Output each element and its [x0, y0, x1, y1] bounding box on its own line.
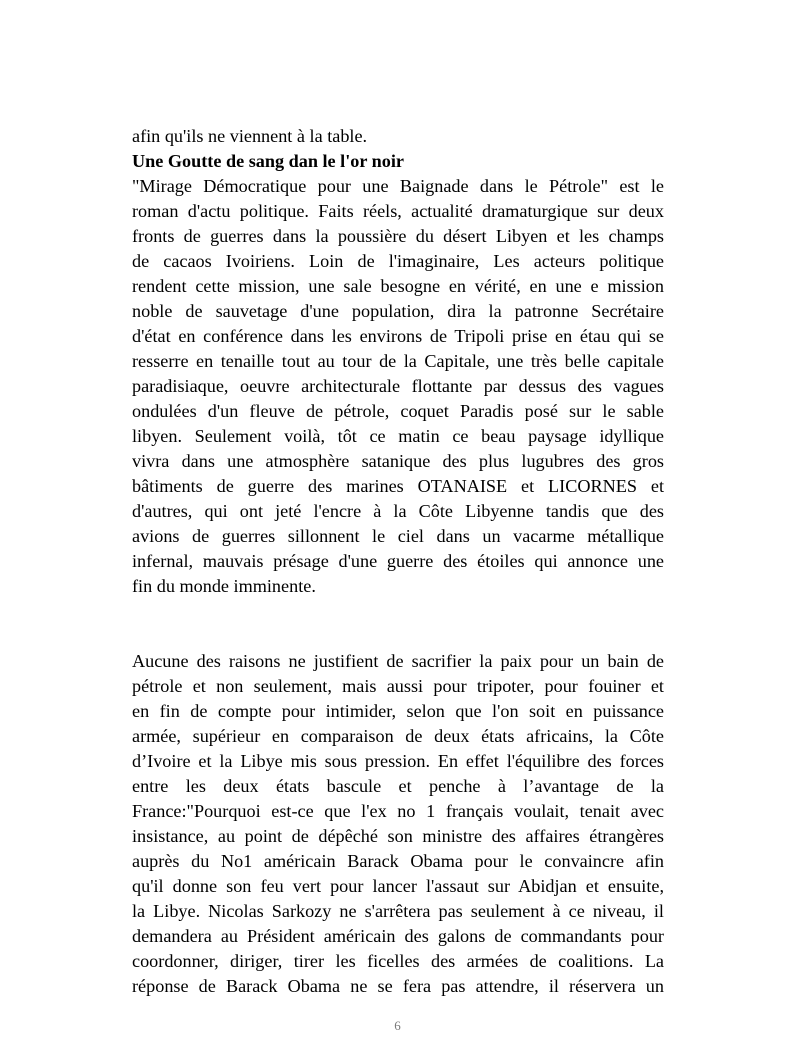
paragraph-line: fronts de guerres dans la poussière du désert Libyen et les champs	[132, 226, 664, 246]
paragraph-2	[132, 649, 664, 999]
opening-line: afin qu'ils ne viennent à la table.	[132, 126, 368, 146]
section-heading: Une Goutte de sang dan le l'or noir	[132, 151, 404, 171]
paragraph-line: France:"Pourquoi est-ce que l'ex no 1 français voulait, tenait avec	[132, 801, 664, 821]
paragraph-line: réponse de Barack Obama ne se fera pas attendre, il réservera un	[132, 976, 664, 996]
paragraph-line: de cacaos Ivoiriens. Loin de l'imaginaire, Les acteurs politique	[132, 251, 664, 271]
paragraph-line: auprès du No1 américain Barack Obama pour le convaincre afin	[132, 851, 664, 871]
paragraph-last-line: fin du monde imminente.	[132, 576, 316, 596]
paragraph-line: d’Ivoire et la Libye mis sous pression. En effet l'équilibre des forces	[132, 751, 664, 771]
paragraph-line: demandera au Président américain des galons de commandants pour	[132, 926, 664, 946]
paragraph-line: d'autres, qui ont jeté l'encre à la Côte Libyenne tandis que des	[132, 501, 664, 521]
document-page	[132, 124, 664, 999]
paragraph-line: libyen. Seulement voilà, tôt ce matin ce beau paysage idyllique	[132, 426, 664, 446]
paragraph-line: armée, supérieur en comparaison de deux états africains, la Côte	[132, 726, 664, 746]
paragraph-line: qu'il donne son feu vert pour lancer l'assaut sur Abidjan et ensuite,	[132, 876, 664, 896]
paragraph-line: rendent cette mission, une sale besogne en vérité, en une e mission	[132, 276, 664, 296]
paragraph-line: la Libye. Nicolas Sarkozy ne s'arrêtera pas seulement à ce niveau, il	[132, 901, 664, 921]
paragraph-line: roman d'actu politique. Faits réels, actualité dramaturgique sur deux	[132, 201, 664, 221]
paragraph-spacing	[132, 599, 664, 649]
page-number: 6	[394, 1018, 401, 1033]
paragraph-line: noble de sauvetage d'une population, dira la patronne Secrétaire	[132, 301, 664, 321]
paragraph-line: coordonner, diriger, tirer les ficelles des armées de coalitions. La	[132, 951, 664, 971]
paragraph-line: "Mirage Démocratique pour une Baignade dans le Pétrole" est le	[132, 176, 664, 196]
paragraph-line: entre les deux états bascule et penche à l’avantage de la	[132, 776, 664, 796]
paragraph-line: insistance, au point de dépêché son ministre des affaires étrangères	[132, 826, 664, 846]
paragraph-line: paradisiaque, oeuvre architecturale flottante par dessus des vagues	[132, 376, 664, 396]
paragraph-line: infernal, mauvais présage d'une guerre des étoiles qui annonce une	[132, 551, 664, 571]
paragraph-line: ondulées d'un fleuve de pétrole, coquet Paradis posé sur le sable	[132, 401, 664, 421]
paragraph-line: en fin de compte pour intimider, selon que l'on soit en puissance	[132, 701, 664, 721]
paragraph-line: d'état en conférence dans les environs de Tripoli prise en étau qui se	[132, 326, 664, 346]
paragraph-1	[132, 174, 664, 599]
paragraph-line: avions de guerres sillonnent le ciel dans un vacarme métallique	[132, 526, 664, 546]
paragraph-line: Aucune des raisons ne justifient de sacrifier la paix pour un bain de	[132, 651, 664, 671]
paragraph-line: pétrole et non seulement, mais aussi pour tripoter, pour fouiner et	[132, 676, 664, 696]
paragraph-line: resserre en tenaille tout au tour de la Capitale, une très belle capitale	[132, 351, 664, 371]
paragraph-line: vivra dans une atmosphère satanique des plus lugubres des gros	[132, 451, 664, 471]
paragraph-line: bâtiments de guerre des marines OTANAISE et LICORNES et	[132, 476, 664, 496]
